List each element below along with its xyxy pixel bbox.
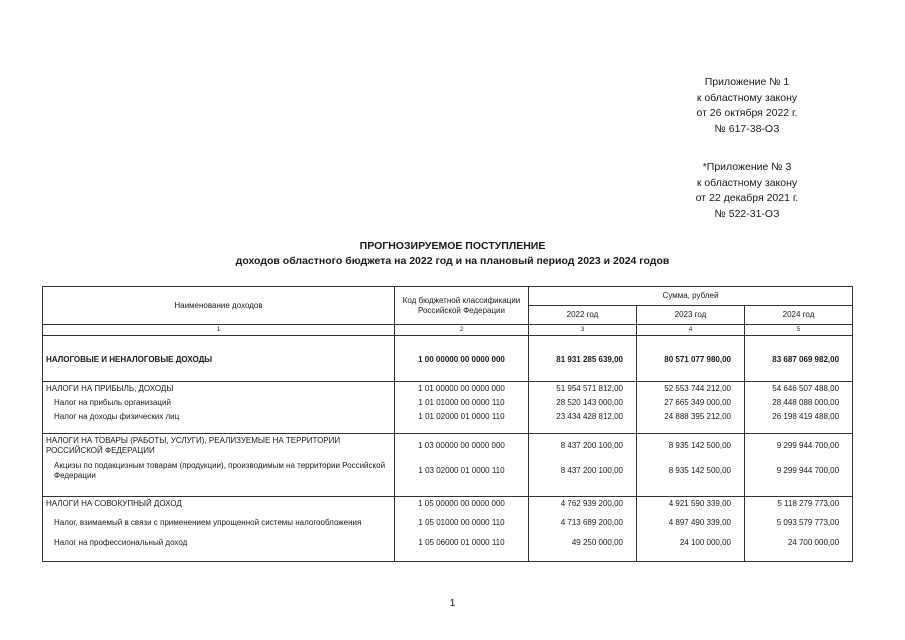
row-name: НАЛОГИ НА ТОВАРЫ (РАБОТЫ, УСЛУГИ), РЕАЛИЗУЕМЫЕ НА ТЕРРИТОРИИ РОССИЙСКОЙ ФЕДЕРАЦИИ bbox=[43, 434, 395, 459]
row-2023: 27 665 349 000,00 bbox=[637, 396, 745, 410]
row-code: 1 05 06000 01 0000 110 bbox=[395, 535, 529, 550]
column-number: 3 bbox=[529, 325, 637, 336]
appendix-1-note bbox=[677, 75, 817, 137]
row-2022: 23 434 428 812,00 bbox=[529, 410, 637, 424]
row-2022: 4 762 939 200,00 bbox=[529, 497, 637, 512]
row-2024: 24 700 000,00 bbox=[745, 535, 853, 550]
row-2023: 24 100 000,00 bbox=[637, 535, 745, 550]
table-row bbox=[43, 535, 853, 550]
row-2024: 83 687 069 982,00 bbox=[745, 353, 853, 367]
appendix-3-line4: № 522-31-ОЗ bbox=[714, 207, 780, 220]
row-code: 1 05 00000 00 0000 000 bbox=[395, 497, 529, 512]
appendix-1-line2: к областному закону bbox=[696, 91, 798, 104]
table-row bbox=[43, 511, 853, 535]
table-row bbox=[43, 458, 853, 484]
row-2023: 8 935 142 500,00 bbox=[637, 458, 745, 484]
row-name: Акцизы по подакцизным товарам (продукции), производимым на территории Российской Федерации bbox=[43, 458, 395, 484]
row-2023: 80 571 077 980,00 bbox=[637, 353, 745, 367]
row-name: Налог на доходы физических лиц bbox=[43, 410, 395, 424]
header-2024: 2024 год bbox=[745, 306, 853, 325]
appendix-1-line3: от 26 октября 2022 г. bbox=[696, 107, 798, 119]
appendix-3-line2: к областному закону bbox=[696, 176, 798, 189]
row-code: 1 01 01000 00 0000 110 bbox=[395, 396, 529, 410]
row-code: 1 05 01000 00 0000 110 bbox=[395, 511, 529, 535]
page-number: 1 bbox=[449, 598, 456, 609]
table-row bbox=[43, 396, 853, 410]
row-2022: 4 713 689 200,00 bbox=[529, 511, 637, 535]
column-number: 4 bbox=[637, 325, 745, 336]
appendix-3-line3: от 22 декабря 2021 г. bbox=[695, 192, 799, 204]
row-2022: 51 954 571 812,00 bbox=[529, 382, 637, 397]
column-number: 2 bbox=[395, 325, 529, 336]
row-name: НАЛОГОВЫЕ И НЕНАЛОГОВЫЕ ДОХОДЫ bbox=[43, 353, 395, 367]
header-2023: 2023 год bbox=[637, 306, 745, 325]
header-sum: Сумма, рублей bbox=[529, 287, 853, 306]
row-code: 1 01 00000 00 0000 000 bbox=[395, 382, 529, 397]
row-2023: 52 553 744 212,00 bbox=[637, 382, 745, 397]
appendix-1-line4: № 617-38-ОЗ bbox=[714, 122, 780, 135]
row-2023: 4 921 590 339,00 bbox=[637, 497, 745, 512]
row-name: Налог на прибыль организаций bbox=[43, 396, 395, 410]
row-2022: 81 931 285 639,00 bbox=[529, 353, 637, 367]
table-row bbox=[43, 382, 853, 397]
row-name: НАЛОГИ НА СОВОКУПНЫЙ ДОХОД bbox=[43, 497, 395, 512]
document-title: ПРОГНОЗИРУЕМОЕ ПОСТУПЛЕНИЕ bbox=[359, 240, 546, 252]
row-code: 1 03 00000 00 0000 000 bbox=[395, 434, 529, 459]
document-subtitle: доходов областного бюджета на 2022 год и на плановый период 2023 и 2024 годов bbox=[235, 255, 670, 267]
row-name: НАЛОГИ НА ПРИБЫЛЬ, ДОХОДЫ bbox=[43, 382, 395, 397]
row-2024: 28 448 088 000,00 bbox=[745, 396, 853, 410]
table-row bbox=[43, 410, 853, 424]
table-row bbox=[43, 434, 853, 459]
row-code: 1 00 00000 00 0000 000 bbox=[395, 353, 529, 367]
column-number: 1 bbox=[43, 325, 395, 336]
column-number: 5 bbox=[745, 325, 853, 336]
header-name: Наименование доходов bbox=[43, 287, 395, 325]
row-name: Налог, взимаемый в связи с применением упрощенной системы налогообложения bbox=[43, 511, 395, 535]
row-code: 1 03 02000 01 0000 110 bbox=[395, 458, 529, 484]
row-2022: 8 437 200 100,00 bbox=[529, 458, 637, 484]
row-name: Налог на профессиональный доход bbox=[43, 535, 395, 550]
row-2022: 49 250 000,00 bbox=[529, 535, 637, 550]
table-row bbox=[43, 353, 853, 367]
appendix-1-line1: Приложение № 1 bbox=[704, 76, 790, 88]
table-row bbox=[43, 497, 853, 512]
row-2023: 24 888 395 212,00 bbox=[637, 410, 745, 424]
row-2024: 5 118 279 773,00 bbox=[745, 497, 853, 512]
row-2023: 4 897 490 339,00 bbox=[637, 511, 745, 535]
budget-revenue-table bbox=[42, 286, 853, 562]
row-2024: 9 299 944 700,00 bbox=[745, 458, 853, 484]
row-2023: 8 935 142 500,00 bbox=[637, 434, 745, 459]
header-code: Код бюджетной классификации Российской Федерации bbox=[395, 287, 529, 325]
appendix-3-note bbox=[677, 160, 817, 222]
row-code: 1 01 02000 01 0000 110 bbox=[395, 410, 529, 424]
row-2022: 28 520 143 000,00 bbox=[529, 396, 637, 410]
row-2022: 8 437 200 100,00 bbox=[529, 434, 637, 459]
row-2024: 54 646 507 488,00 bbox=[745, 382, 853, 397]
row-2024: 9 299 944 700,00 bbox=[745, 434, 853, 459]
header-2022: 2022 год bbox=[529, 306, 637, 325]
row-2024: 5 093 579 773,00 bbox=[745, 511, 853, 535]
appendix-3-line1: *Приложение № 3 bbox=[702, 161, 792, 173]
row-2024: 26 198 419 488,00 bbox=[745, 410, 853, 424]
